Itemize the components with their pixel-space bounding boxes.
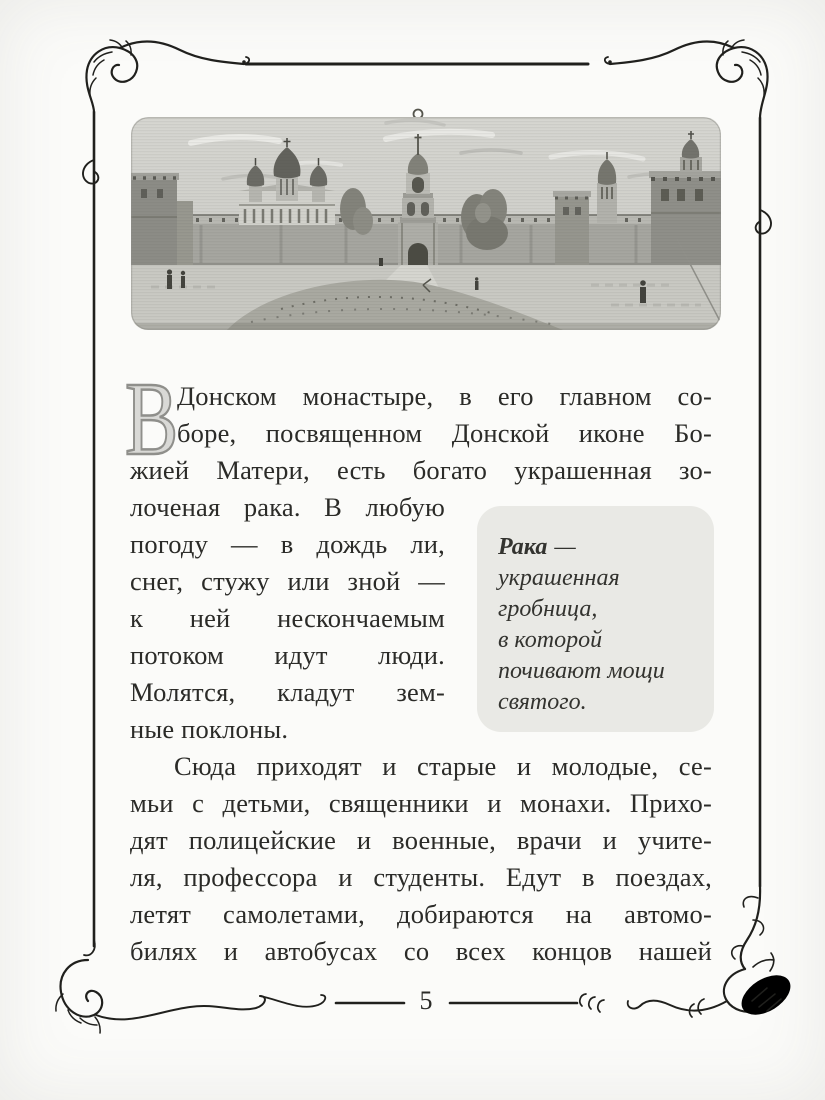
text-line: к ней нескончаемым (130, 603, 445, 633)
text-line: Сюда приходят и старые и молодые, се- (174, 751, 712, 781)
engraving-hatch-texture (131, 117, 721, 330)
definition-dash: — (554, 534, 576, 560)
page-number: 5 (419, 986, 433, 1015)
text-line: потоком идут люди. (130, 640, 445, 670)
text-line: дят полицейские и военные, врачи и учите- (130, 825, 712, 855)
body-paragraph-1-narrow-column (130, 489, 445, 748)
text-line: ля, профессора и студенты. Едут в поездах, (130, 862, 712, 892)
text-line: Молятся, кладут зем- (130, 677, 445, 707)
drop-cap: В (125, 360, 179, 477)
text-line: жией Матери, есть богато украшенная зо- (130, 455, 712, 485)
text-line: гробница, (498, 596, 598, 622)
sidebar-definition-box (477, 506, 714, 732)
text-line: почивают мощи (498, 658, 665, 684)
text-line: Донском монастыре, в его главном со- (177, 381, 712, 411)
body-paragraph-1-beside-dropcap (177, 378, 712, 452)
text-line: летят самолетами, добираются на автомо- (130, 899, 712, 929)
definition-term: Рака (498, 534, 548, 560)
text-line: погоду — в дождь ли, (130, 529, 445, 559)
definition-text (498, 563, 714, 718)
body-paragraph-2 (130, 748, 712, 970)
body-paragraph-1-full-line (130, 452, 712, 489)
text-line: боре, посвященном Донской иконе Бо- (177, 418, 712, 448)
monastery-engraving-art (131, 117, 721, 330)
text-line: снег, стужу или зной — (130, 566, 445, 596)
text-line: лоченая рака. В любую (130, 492, 445, 522)
text-line: ные поклоны. (130, 714, 289, 744)
text-line: мьи с детьми, священники и монахи. Прихо- (130, 788, 712, 818)
definition-term-line (498, 532, 714, 563)
text-line: билях и автобусах со всех концов нашей (130, 936, 712, 966)
text-line: в которой (498, 627, 603, 653)
text-line: святого. (498, 689, 587, 715)
monastery-engraving (131, 117, 721, 330)
text-line: украшенная (498, 565, 620, 591)
